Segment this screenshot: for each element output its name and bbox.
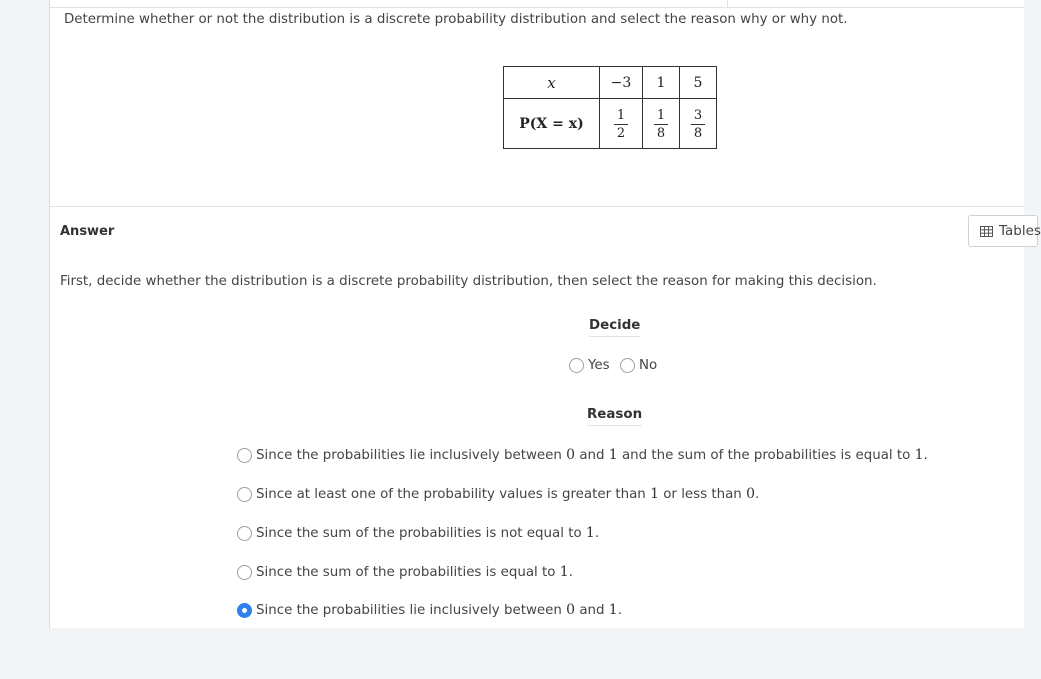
reason-option-2[interactable]: [237, 486, 759, 502]
top-tab-mark: [727, 0, 728, 7]
radio-button[interactable]: [237, 448, 252, 463]
reason-heading: Reason: [587, 407, 642, 426]
x-value: 5: [680, 67, 717, 99]
radio-button[interactable]: [237, 565, 252, 580]
radio-button[interactable]: [237, 603, 252, 618]
decide-option-yes[interactable]: [569, 358, 610, 373]
table-icon: [980, 226, 993, 237]
probability-header: P(X = x): [504, 99, 600, 149]
tables-button-label: Tables: [999, 223, 1041, 239]
reason-option-1[interactable]: [237, 447, 928, 463]
reason-option-5[interactable]: [237, 602, 622, 618]
radio-button[interactable]: [569, 358, 584, 373]
radio-button[interactable]: [237, 526, 252, 541]
reason-text: Since the probabilities lie inclusively between 0 and 1.: [256, 602, 622, 618]
top-divider: [49, 7, 1024, 8]
radio-button[interactable]: [237, 487, 252, 502]
x-header: x: [504, 67, 600, 99]
answer-label: Answer: [60, 224, 115, 239]
section-divider: [49, 206, 1024, 207]
x-value: −3: [600, 67, 643, 99]
reason-text: Since the sum of the probabilities is not equal to 1.: [256, 525, 600, 541]
table-row-probability: [504, 99, 717, 149]
decide-option-no[interactable]: [620, 358, 657, 373]
x-value: 1: [643, 67, 680, 99]
probability-value: $\frac{1}{8}$: [643, 99, 680, 149]
instruction-text: First, decide whether the distribution is a discrete probability distribution, then select the reason for making this decision.: [60, 274, 877, 289]
reason-text: Since at least one of the probability values is greater than 1 or less than 0.: [256, 486, 760, 502]
option-label: Yes: [588, 358, 610, 373]
reason-option-3[interactable]: [237, 525, 599, 541]
question-text: Determine whether or not the distribution is a discrete probability distribution and select the reason why or why not.: [64, 12, 848, 27]
table-row-x: [504, 67, 717, 99]
left-gutter: [0, 0, 49, 679]
reason-option-4[interactable]: [237, 564, 573, 580]
reason-text: Since the probabilities lie inclusively between 0 and 1 and the sum of the probabilities is equal to 1.: [256, 447, 928, 463]
reason-text: Since the sum of the probabilities is equal to 1.: [256, 564, 573, 580]
probability-value: $\frac{3}{8}$: [680, 99, 717, 149]
probability-value: $\frac{1}{2}$: [600, 99, 643, 149]
decide-heading: Decide: [589, 318, 640, 337]
distribution-table: [503, 66, 717, 149]
option-label: No: [639, 358, 658, 373]
radio-button[interactable]: [620, 358, 635, 373]
tables-button[interactable]: [968, 215, 1041, 247]
